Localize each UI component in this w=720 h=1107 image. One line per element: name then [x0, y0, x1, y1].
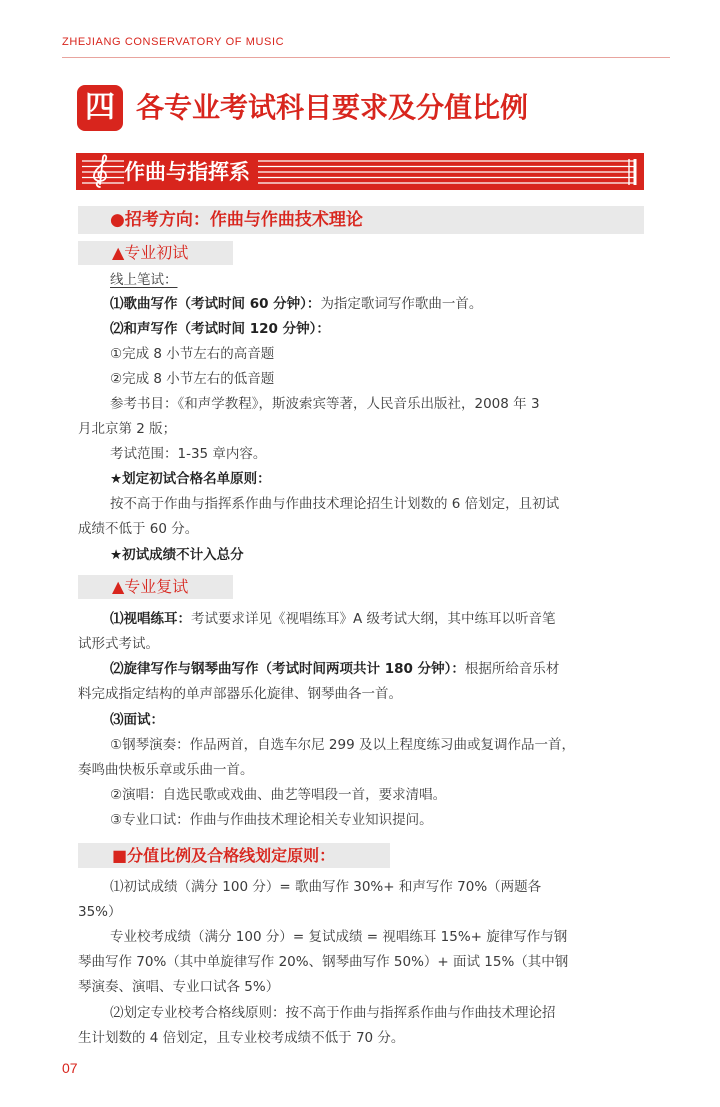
song-writing-line [110, 294, 482, 314]
pass-rule-line-2: 成绩不低于 60 分。 [78, 521, 199, 537]
melody-writing-line-2: 料完成指定结构的单声部器乐化旋律、钢琴曲各一首。 [78, 686, 402, 702]
header-divider [62, 57, 670, 58]
pass-rule-title: ★划定初试合格名单原则： [110, 471, 271, 487]
sight-singing-line-2: 试形式考试。 [78, 636, 159, 652]
ratio-p2-line-3: 琴演奏、演唱、专业口试各 5%） [78, 979, 280, 995]
ratio-p1-line-2: 35%） [78, 904, 122, 920]
pass-rule-line-1: 按不高于作曲与指挥系作曲与作曲技术理论招生计划数的 6 倍划定，且初试 [110, 496, 560, 512]
harmony-writing-title: ⑵和声写作（考试时间 120 分钟）： [110, 321, 330, 337]
harmony-item-1: ①完成 8 小节左右的高音题 [110, 346, 275, 362]
ratio-p2-line-2: 琴曲写作 70%（其中单旋律写作 20%、钢琴曲写作 50%）+ 面试 15%（其中钢 [78, 954, 569, 970]
melody-writing-line-1: ⑵旋律写作与钢琴曲写作（考试时间两项共计 180 分钟）：根据所给音乐材 [110, 661, 560, 677]
page-number: 07 [62, 1060, 78, 1076]
department-name: 作曲与指挥系 [124, 153, 258, 190]
exam-scope: 考试范围：1-35 章内容。 [110, 446, 267, 462]
harmony-item-2: ②完成 8 小节左右的低音题 [110, 371, 275, 387]
oral-exam-line: ③专业口试：作曲与作曲技术理论相关专业知识提问。 [110, 812, 433, 828]
ratio-p3-line-2: 生计划数的 4 倍划定，且专业校考成绩不低于 70 分。 [78, 1030, 405, 1046]
section-number-badge: 四 [77, 85, 123, 131]
ratio-p1-line-1: ⑴初试成绩（满分 100 分）= 歌曲写作 30%+ 和声写作 70%（两题各 [110, 879, 542, 895]
melody-writing-title: ⑵旋律写作与钢琴曲写作（考试时间两项共计 180 分钟）： [110, 661, 465, 677]
ratio-p2-line-1: 专业校考成绩（满分 100 分）= 复试成绩 = 视唱练耳 15%+ 旋律写作与钢 [110, 929, 568, 945]
treble-clef-icon [94, 155, 106, 187]
piano-line-1: ①钢琴演奏：作品两首，自选车尔尼 299 及以上程度练习曲或复调作品一首， [110, 737, 575, 753]
sight-singing-line-1: ⑴视唱练耳：考试要求详见《视唱练耳》A 级考试大纲，其中练耳以听音笔 [110, 611, 556, 627]
reference-book-line-2: 月北京第 2 版； [78, 421, 177, 437]
song-writing-desc: 为指定歌词写作歌曲一首。 [320, 296, 483, 312]
department-banner [76, 153, 644, 190]
not-counted-note: ★初试成绩不计入总分 [110, 547, 244, 563]
piano-line-2: 奏鸣曲快板乐章或乐曲一首。 [78, 762, 254, 778]
singing-line: ②演唱：自选民歌或戏曲、曲艺等唱段一首，要求清唱。 [110, 787, 447, 803]
reference-book-line-1: 参考书目：《和声学教程》，斯波索宾等著，人民音乐出版社，2008 年 3 [110, 396, 540, 412]
running-header: ZHEJIANG CONSERVATORY OF MUSIC [62, 36, 285, 48]
online-written-label: 线上笔试： [110, 272, 178, 288]
sight-singing-title: ⑴视唱练耳： [110, 611, 191, 627]
ratio-p3-line-1: ⑵划定专业校考合格线原则：按不高于作曲与指挥系作曲与作曲技术理论招 [110, 1005, 556, 1021]
song-writing-title: ⑴歌曲写作（考试时间 60 分钟）： [110, 296, 321, 312]
exam-direction-heading: ●招考方向：作曲与作曲技术理论 [78, 206, 644, 234]
section-title: 各专业考试科目要求及分值比例 [136, 91, 529, 124]
score-ratio-heading: ■分值比例及合格线划定原则： [78, 843, 390, 868]
retest-exam-heading: ▲专业复试 [78, 575, 233, 599]
preliminary-exam-heading: ▲专业初试 [78, 241, 233, 265]
interview-title: ⑶面试： [110, 712, 164, 728]
